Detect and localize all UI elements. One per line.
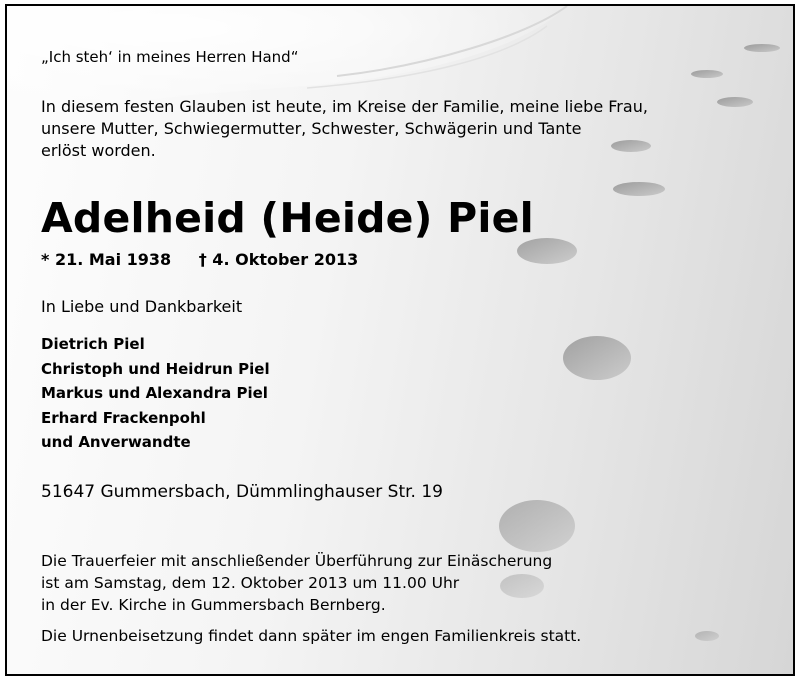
mourner-name: Dietrich Piel [41,335,145,353]
mourner-name: und Anverwandte [41,433,191,451]
deceased-name: Adelheid (Heide) Piel [41,194,534,242]
footprint [744,44,780,52]
footprint [691,70,723,78]
mourners-list [41,332,270,455]
mourner-name: Christoph und Heidrun Piel [41,359,270,378]
love-line: In Liebe und Dankbarkeit [41,297,243,316]
death-date: † 4. Oktober 2013 [198,250,359,269]
mourner-name: Markus und Alexandra Piel [41,384,268,402]
footprint [695,631,719,641]
intro-line: erlöst worden. [41,141,156,160]
obituary-notice [5,4,795,676]
birth-date: * 21. Mai 1938 [41,250,172,269]
service-line: Die Trauerfeier mit anschließender Überführung zur Einäscherung [41,552,553,570]
footprint [499,500,575,552]
intro-text [41,96,648,162]
life-dates [41,250,358,269]
footprint [613,182,665,196]
footprint [563,336,631,380]
family-address: 51647 Gummersbach, Dümmlinghauser Str. 19 [41,482,443,502]
bible-quote: „Ich steh‘ in meines Herren Hand“ [41,48,299,66]
service-line: ist am Samstag, dem 12. Oktober 2013 um 11.00 Uhr [41,574,460,592]
intro-line: In diesem festen Glauben ist heute, im Kreise der Familie, meine liebe Frau, [41,97,648,116]
footprint [717,97,753,107]
funeral-service-info [41,550,552,616]
service-line: in der Ev. Kirche in Gummersbach Bernberg. [41,596,386,614]
mourner-name: Erhard Frackenpohl [41,408,206,427]
intro-line: unsere Mutter, Schwiegermutter, Schwester, Schwägerin und Tante [41,119,582,138]
urn-burial-info: Die Urnenbeisetzung findet dann später im engen Familienkreis statt. [41,627,582,645]
